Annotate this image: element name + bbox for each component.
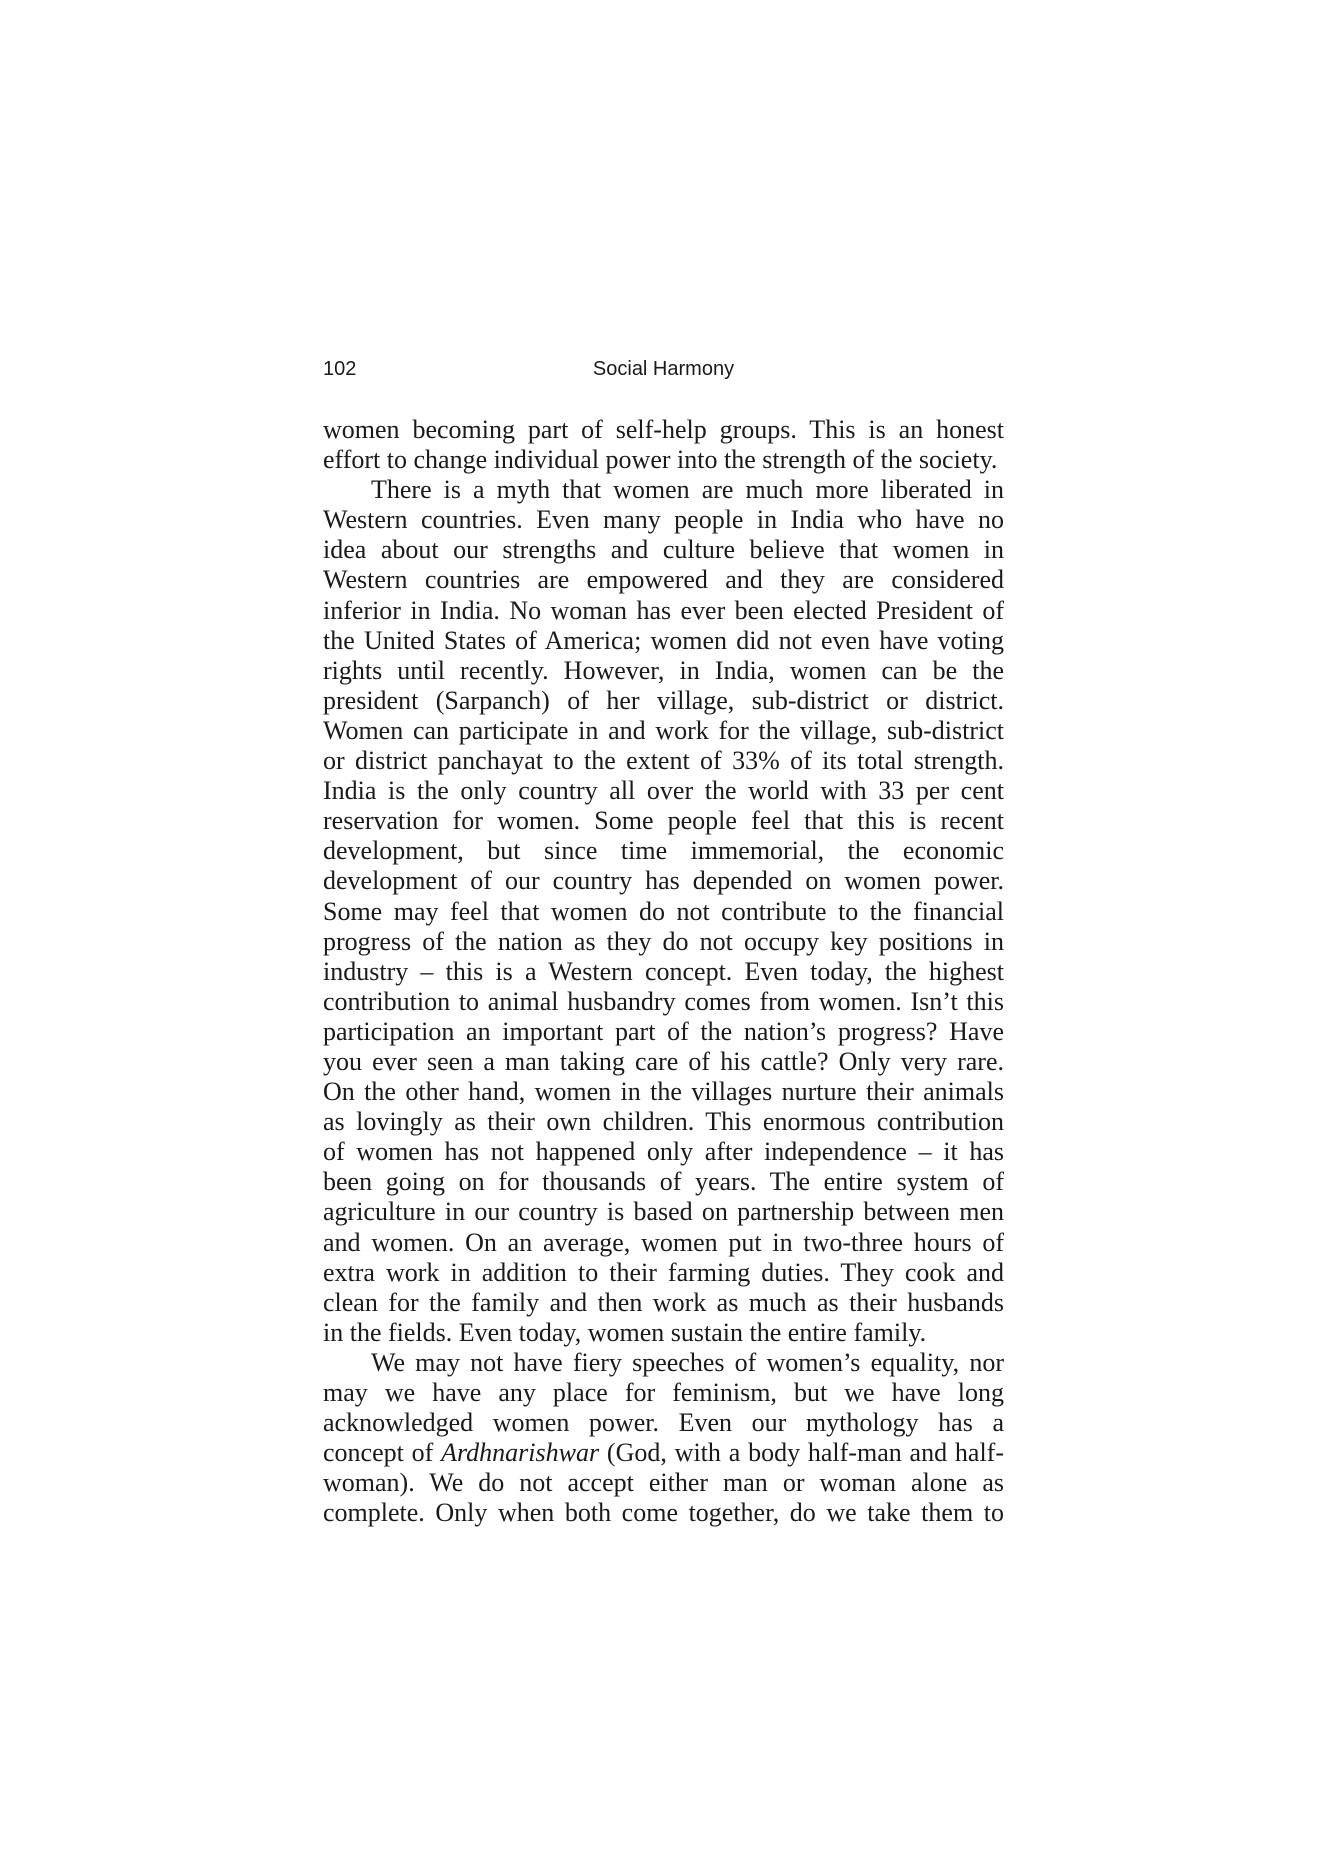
- text-line: may we have any place for feminism, but we have long: [323, 1378, 1004, 1407]
- text-line: in the fields. Even today, women sustain the entire family.: [323, 1317, 927, 1347]
- text-line: as lovingly as their own children. This enormous contribution: [323, 1107, 1004, 1137]
- text-line: contribution to animal husbandry comes from women. Isn’t this: [323, 986, 1004, 1016]
- text-line: There is a myth that women are much more liberated in: [371, 475, 1004, 505]
- text-line: Women can participate in and work for the village, sub-district: [323, 715, 1004, 745]
- text-line: and women. On an average, women put in two-three hours of: [323, 1227, 1004, 1257]
- text-line: Western countries. Even many people in India who have no: [323, 505, 1004, 535]
- page-number: 102: [323, 358, 357, 380]
- text-line: industry – this is a Western concept. Even today, the highest: [323, 956, 1004, 986]
- text-line: been going on for thousands of years. The entire system of: [323, 1167, 1004, 1197]
- text-line: you ever seen a man taking care of his cattle? Only very rare.: [323, 1046, 1004, 1076]
- text-line: complete. Only when both come together, do we take them to: [323, 1498, 1004, 1528]
- text-line: inferior in India. No woman has ever been elected President of: [323, 595, 1004, 625]
- text-line: participation an important part of the nation’s progress? Have: [323, 1016, 1004, 1046]
- text-line: idea about our strengths and culture believe that women in: [323, 535, 1004, 565]
- text-line: woman). We do not accept either man or woman alone as: [323, 1468, 1004, 1498]
- running-head: [323, 354, 1004, 384]
- text-fragment: (God, with a body half-man and half-: [599, 1438, 1004, 1468]
- text-line: president (Sarpanch) of her village, sub-district or district.: [323, 685, 1004, 715]
- text-line: India is the only country all over the world with 33 per cent: [323, 776, 1004, 806]
- text-line: [323, 1438, 1004, 1468]
- running-title: Social Harmony: [592, 358, 735, 380]
- text-line: Western countries are empowered and they are considered: [323, 565, 1004, 595]
- text-line: acknowledged women power. Even our mythology has a: [323, 1408, 1004, 1438]
- text-line: progress of the nation as they do not occupy key positions in: [323, 926, 1004, 956]
- text-line: extra work in addition to their farming duties. They cook and: [323, 1257, 1004, 1287]
- text-line: or district panchayat to the extent of 33% of its total strength.: [323, 746, 1004, 776]
- text-line: agriculture in our country is based on partnership between men: [323, 1197, 1004, 1227]
- text-line: reservation for women. Some people feel that this is recent: [323, 806, 1004, 836]
- text-line: women becoming part of self-help groups. This is an honest: [323, 415, 1004, 444]
- text-line: development of our country has depended on women power.: [323, 866, 1004, 896]
- text-line: Some may feel that women do not contribute to the financial: [323, 896, 1004, 926]
- text-line: effort to change individual power into the strength of the society.: [323, 445, 998, 475]
- text-line: We may not have fiery speeches of women’s equality, nor: [371, 1347, 1004, 1377]
- text-line: clean for the family and then work as much as their husbands: [323, 1287, 1004, 1317]
- italic-term: Ardhnarishwar: [441, 1438, 600, 1468]
- text-fragment: concept of: [323, 1438, 442, 1468]
- body-text: [323, 415, 1004, 1528]
- text-line: of women has not happened only after independence – it has: [323, 1137, 1004, 1167]
- text-line: rights until recently. However, in India, women can be the: [323, 655, 1004, 685]
- text-line: the United States of America; women did not even have voting: [323, 625, 1004, 655]
- text-line: On the other hand, women in the villages nurture their animals: [323, 1077, 1004, 1107]
- text-line: development, but since time immemorial, the economic: [323, 836, 1004, 866]
